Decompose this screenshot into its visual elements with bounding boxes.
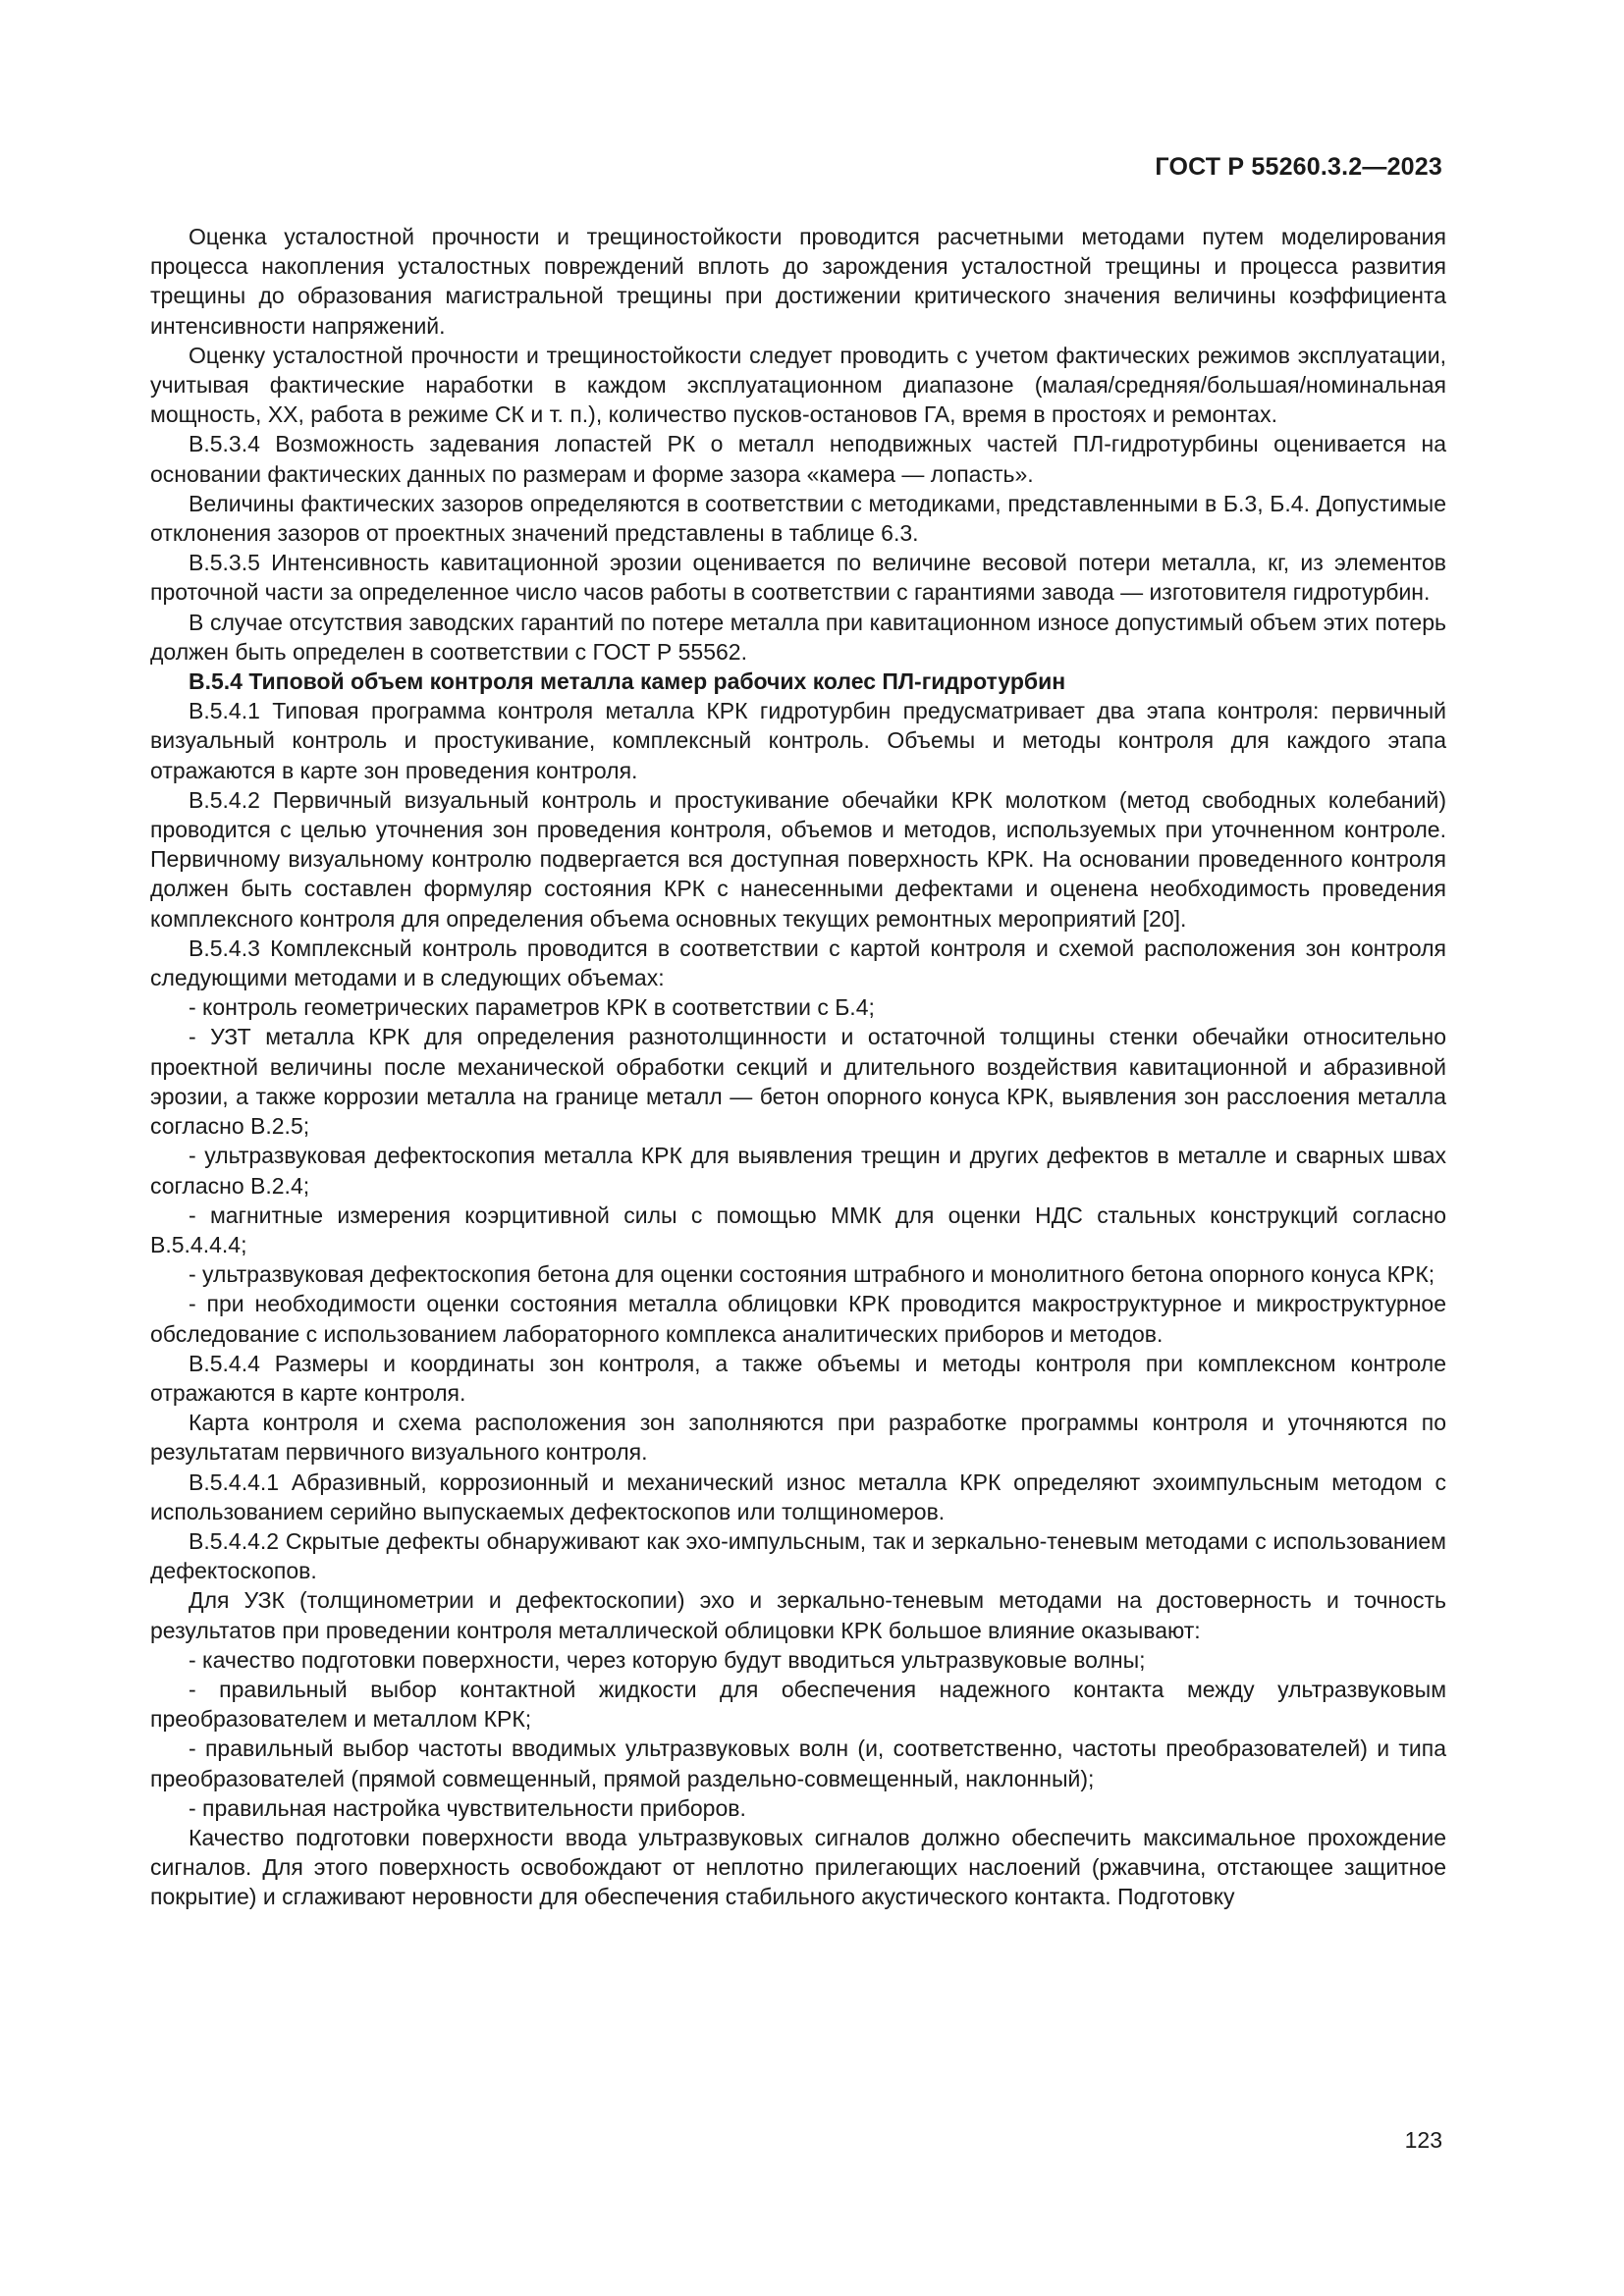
paragraph: Оценка усталостной прочности и трещиностойкости проводится расчетными методами путем моделирования процесса накопления усталостных повреждений вплоть до зарождения усталостной трещины и процесса развития трещины до образования магистральной трещины при достижении критического значения величины коэффициента интенсивности напряжений. <box>150 224 1446 339</box>
paragraph: В.5.3.5 Интенсивность кавитационной эрозии оценивается по величине весовой потери металла, кг, из элементов проточной части за определенное число часов работы в соответствии с гарантиями завода — изготовителя гидротурбин. <box>150 550 1446 606</box>
list-item: - при необходимости оценки состояния металла облицовки КРК проводится макроструктурное и микроструктурное обследование с использованием лабораторного комплекса аналитических приборов и методов. <box>150 1291 1446 1347</box>
list-item: - ультразвуковая дефектоскопия металла КРК для выявления трещин и других дефектов в металле и сварных швах согласно В.2.4; <box>150 1143 1446 1199</box>
paragraph: Для УЗК (толщинометрии и дефектоскопии) эхо и зеркально-теневым методами на достоверность и точность результатов при проведении контроля металлической облицовки КРК большое влияние оказывают: <box>150 1587 1446 1643</box>
paragraph: Оценку усталостной прочности и трещиностойкости следует проводить с учетом фактических режимов эксплуатации, учитывая фактические наработки в каждом эксплуатационном диапазоне (малая/средняя/большая/номинальная мощность, ХХ, работа в режиме СК и т. п.), количество пусков-остановов ГА, время в простоях и ремонтах. <box>150 342 1446 428</box>
list-item: - правильная настройка чувствительности приборов. <box>189 1794 746 1821</box>
list-item: - контроль геометрических параметров КРК в соответствии с Б.4; <box>189 994 875 1021</box>
paragraph: В.5.4.4.2 Скрытые дефекты обнаруживают как эхо-импульсным, так и зеркально-теневым методами с использованием дефектоскопов. <box>150 1527 1446 1584</box>
paragraph: В.5.4.1 Типовая программа контроля металла КРК гидротурбин предусматривает два этапа контроля: первичный визуальный контроль и простукивание, комплексный контроль. Объемы и методы контроля для каждого этапа отражаются в карте зон проведения контроля. <box>150 698 1446 783</box>
paragraph: В.5.3.4 Возможность задевания лопастей РК о металл неподвижных частей ПЛ-гидротурбины оценивается на основании фактических данных по размерам и форме зазора «камера — лопасть». <box>150 431 1446 487</box>
list-item: - правильный выбор частоты вводимых ультразвуковых волн (и, соответственно, частоты преобразователей) и типа преобразователей (прямой совмещенный, прямой раздельно-совмещенный, наклонный); <box>150 1735 1446 1791</box>
paragraph: Величины фактических зазоров определяются в соответствии с методиками, представленными в Б.3, Б.4. Допустимые отклонения зазоров от проектных значений представлены в таблице 6.3. <box>150 490 1446 547</box>
list-item: - магнитные измерения коэрцитивной силы с помощью ММК для оценки НДС стальных конструкций согласно В.5.4.4.4; <box>150 1201 1446 1257</box>
paragraph: В.5.4.4 Размеры и координаты зон контроля, а также объемы и методы контроля при комплексном контроле отражаются в карте контроля. <box>150 1350 1446 1406</box>
paragraph: В.5.4.4.1 Абразивный, коррозионный и механический износ металла КРК определяют эхоимпульсным методом с использованием серийно выпускаемых дефектоскопов или толщиномеров. <box>150 1468 1446 1524</box>
standard-designation: ГОСТ Р 55260.3.2—2023 <box>1155 153 1442 181</box>
list-item: - правильный выбор контактной жидкости для обеспечения надежного контакта между ультразвуковым преобразователем и металлом КРК; <box>150 1676 1446 1733</box>
section-heading: В.5.4 Типовой объем контроля металла камер рабочих колес ПЛ-гидротурбин <box>189 668 1066 695</box>
paragraph: Карта контроля и схема расположения зон заполняются при разработке программы контроля и уточняются по результатам первичного визуального контроля. <box>150 1410 1446 1466</box>
document-body <box>150 222 1446 1912</box>
paragraph: В случае отсутствия заводских гарантий по потере металла при кавитационном износе допустимый объем этих потерь должен быть определен в соответствии с ГОСТ Р 55562. <box>150 609 1446 665</box>
list-item: - качество подготовки поверхности, через которую будут вводиться ультразвуковые волны; <box>189 1646 1146 1673</box>
list-item: - ультразвуковая дефектоскопия бетона для оценки состояния штрабного и монолитного бетона опорного конуса КРК; <box>189 1261 1435 1288</box>
paragraph: В.5.4.3 Комплексный контроль проводится в соответствии с картой контроля и схемой расположения зон контроля следующими методами и в следующих объемах: <box>150 934 1446 991</box>
page-number: 123 <box>1404 2127 1442 2153</box>
list-item: - УЗТ металла КРК для определения разнотолщинности и остаточной толщины стенки обечайки относительно проектной величины после механической обработки секций и длительного воздействия кавитационной и абразивной эрозии, а также коррозии металла на границе металл — бетон опорного конуса КРК, выявления зон расслоения металла согласно В.2.5; <box>150 1024 1446 1140</box>
paragraph: Качество подготовки поверхности ввода ультразвуковых сигналов должно обеспечить максимальное прохождение сигналов. Для этого поверхность освобождают от неплотно прилегающих наслоений (ржавчина, отстающее защитное покрытие) и сглаживают неровности для обеспечения стабильного акустического контакта. Подготовку <box>150 1824 1446 1910</box>
paragraph: В.5.4.2 Первичный визуальный контроль и простукивание обечайки КРК молотком (метод свободных колебаний) проводится с целью уточнения зон проведения контроля, объемов и методов, используемых при уточненном контроле. Первичному визуальному контролю подвергается вся доступная поверхность КРК. На основании проведенного контроля должен быть составлен формуляр состояния КРК с нанесенными дефектами и оценена необходимость проведения комплексного контроля для определения объема основных текущих ремонтных мероприятий [20]. <box>150 786 1446 932</box>
